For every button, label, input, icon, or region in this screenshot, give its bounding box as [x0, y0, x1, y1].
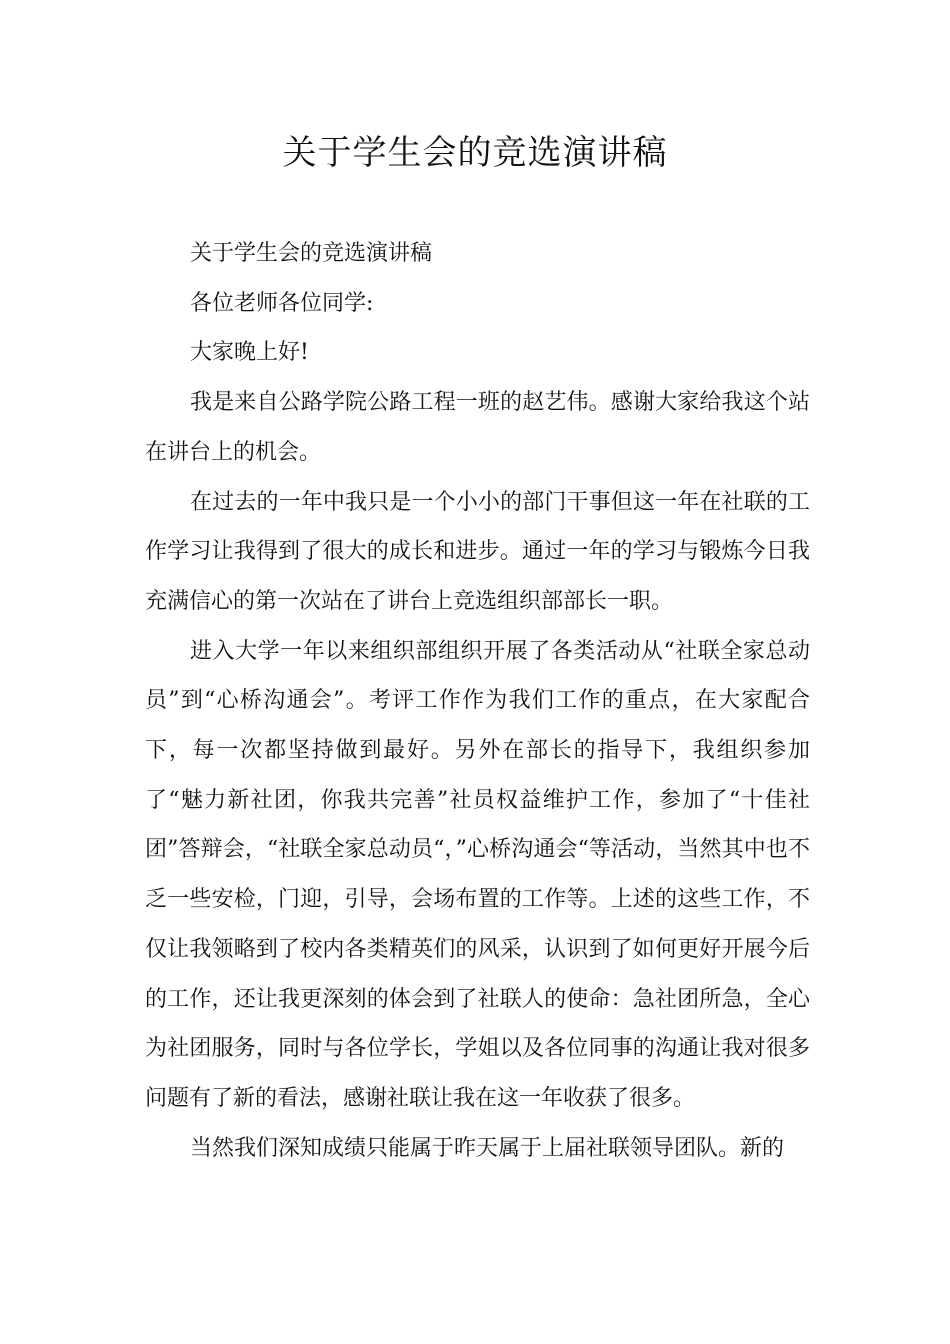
paragraph: 我是来自公路学院公路工程一班的赵艺伟。感谢大家给我这个站在讲台上的机会。 [145, 390, 810, 465]
document-title: 关于学生会的竞选演讲稿 [282, 133, 668, 173]
paragraph: 当然我们深知成绩只能属于昨天属于上届社联领导团队。新的 [190, 1135, 785, 1161]
paragraph: 在过去的一年中我只是一个小小的部门干事但这一年在社联的工作学习让我得到了很大的成长和进步。通过一年的学习与锻炼今日我充满信心的第一次站在了讲台上竞选组织部部长一职。 [145, 489, 810, 614]
paragraph: 大家晚上好! [190, 340, 309, 366]
paragraph: 关于学生会的竞选演讲稿 [190, 241, 433, 266]
paragraph: 各位老师各位同学: [190, 290, 374, 316]
paragraph: 进入大学一年以来组织部组织开展了各类活动从“社联全家总动员”到“心桥沟通会”。考评工作作为我们工作的重点，在大家配合下，每一次都坚持做到最好。另外在部长的指导下，我组织参加了“魅力新社团，你我共完善”社员权益维护工作，参加了“十佳社团”答辩会，“社联全家总动员“，”心桥沟通会“等活动，当然其中也不乏一些安检，门迎，引导，会场布置的工作等。上述的这些工作，不仅让我领略到了校内各类精英们的风采，认识到了如何更好开展今后的工作，还让我更深刻的体会到了社联人的使命：急社团所急，全心为社团服务，同时与各位学长，学姐以及各位同事的沟通让我对很多问题有了新的看法，感谢社联让我在这一年收获了很多。 [145, 638, 810, 1111]
document-body [145, 229, 810, 1173]
